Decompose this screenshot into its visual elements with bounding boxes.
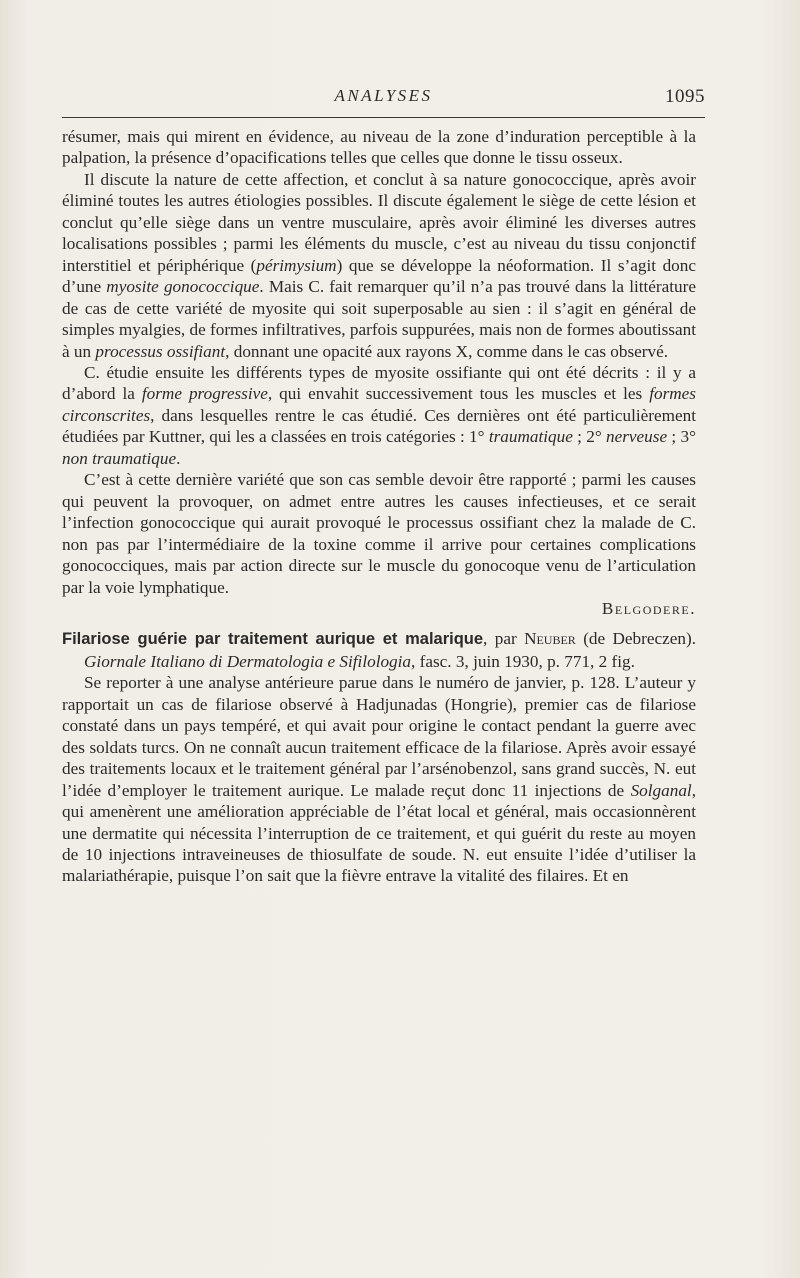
author-signature: Belgodere. bbox=[601, 598, 696, 618]
paragraph: Il discute la nature de cette affection, et conclut à sa nature gonococcique, après avoir éliminé toutes les autres étiologies possibles. Il discute également le siège de cette lésion et conclut qu’elle siège dans un ventre musculaire, après avoir éliminé les diverses autres localisations possibles ; parmi les éléments du muscle, c’est au niveau du tissu conjonctif interstitiel et périphérique (périmysium) que se développe la néoformation. Il s’agit donc d’une myosite gonococcique. Mais C. fait remarquer qu’il n’a pas trouvé dans la littérature de cas de cette variété de myosite qui soit superposable au sien : il s’agit en général de simples myalgies, de formes infiltratives, parfois suppurées, mais non de formes aboutissant à un processus ossifiant, donnant une opacité aux rayons X, comme dans le cas observé. bbox=[62, 169, 696, 361]
paragraph: résumer, mais qui mirent en évidence, au niveau de la zone d’induration perceptible à la palpation, la présence d’opacifications telles que celles que donne le tissu osseux. bbox=[62, 127, 696, 168]
journal-name: Giornale Italiano di Dermatologia e Sifilologia bbox=[84, 651, 412, 671]
page-number: 1095 bbox=[665, 86, 705, 107]
running-title: ANALYSES bbox=[334, 86, 433, 105]
header-rule bbox=[62, 117, 705, 118]
paragraph: Se reporter à une analyse antérieure parue dans le numéro de janvier, p. 128. L’auteur y rapportait un cas de filariose observé à Hadjunadas (Hongrie), premier cas de filariose constaté dans un pays tempéré, et qui avait pour origine le contact pendant la guerre avec des soldats turcs. On ne connaît aucun traitement efficace de la filariose. Après avoir essayé des traitements locaux et le traitement général par l’arsénobenzol, sans grand succès, N. eut l’idée d’employer le traitement aurique. Le malade reçut donc 11 injections de Solganal, qui amenèrent une amélioration appréciable de l’état local et général, mais occasionnèrent une dermatite qui nécessita l’interruption de ce traitement, et qui guérit du reste au moyen de 10 injections intraveineuses de thiosulfate de soude. N. eut ensuite l’idée d’utiliser la malariathérapie, puisque l’on sait que la fièvre entrave la vitalité des filaires. Et en bbox=[62, 673, 696, 886]
article-heading: Filariose guérie par traitement aurique et malarique, par Neuber (de Debreczen). Giornale Italiano di Dermatologia e Sifilologia, fasc. 3, juin 1930, p. 771, 2 fig. bbox=[62, 629, 697, 671]
paragraph: C’est à cette dernière variété que son cas semble devoir être rapporté ; parmi les causes qui peuvent la provoquer, on admet entre autres les causes infectieuses, et ce serait l’infection gonococcique qui aurait provoqué le processus ossifiant chez la malade de C. non pas par l’intermédiaire de la toxine comme il arrive pour certaines complications gonococciques, mais par action directe sur le muscle du gonocoque venu de l’articulation par la voie lymphatique. bbox=[62, 470, 696, 597]
article-author: Neuber bbox=[524, 629, 576, 649]
article-title: Filariose guérie par traitement aurique et malarique bbox=[62, 630, 484, 649]
paragraph: C. étudie ensuite les différents types de myosite ossifiante qui ont été décrits : il y a d’abord la forme progressive, qui envahit successivement tous les muscles et les formes circonscrites, dans lesquelles rentre le cas étudié. Ces dernières ont été particulièrement étudiées par Kuttner, qui les a classées en trois catégories : 1° traumatique ; 2° nerveuse ; 3° non traumatique. bbox=[62, 362, 696, 468]
page-body bbox=[62, 126, 696, 887]
page-header bbox=[62, 86, 705, 116]
